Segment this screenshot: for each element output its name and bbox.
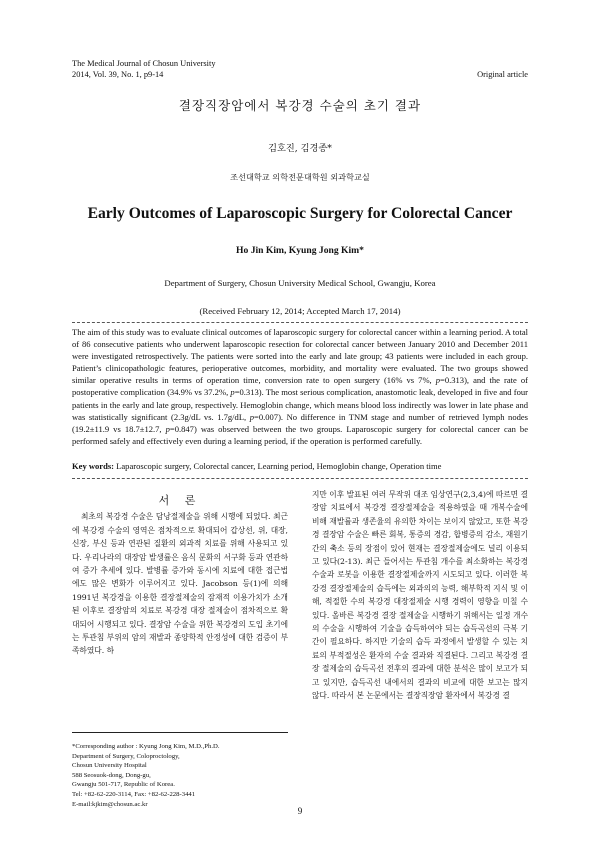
p-value-symbol: p <box>249 411 255 422</box>
abstract-text: =0.313). The most serious complication, anastomotic leak, developed in five and four patients in the early and late group, respectively. Hemoglobin change, which means blood loss indirectly was lower in late phase and was statistically significant (2.3g/dL vs. 1.7g/dL, <box>72 387 528 422</box>
abstract-bottom-divider <box>72 478 528 479</box>
korean-title: 결장직장암에서 복강경 수술의 초기 결과 <box>178 98 422 113</box>
body-paragraph: 지만 이후 발표된 여러 무작위 대조 임상연구(2,3,4)에 따르면 결장암 치료에서 복강경 결장절제술을 적용하였을 때 개복수술에 비해 재발률과 생존율의 유의한 차이는 보이지 않았고, 또한 복강경 결장암 수술은 빠른 회복, 통증의 경감, 합병증의 감소, 재원기간의 축소 등의 장점이 있어 현재는 결장절제술에도 널리 이용되고 있다(2-13). 최근 들어서는 투관침 개수를 최소화하는 복강경 수술과 로봇을 이용한 결장절제술까지 시도되고 있다. 이러한 복강경 결장절제술의 습득에는 외과의의 능력, 해부학적 지식 및 이해, 적절한 수의 복강경 대장절제술 시행 경력이 영향을 미칠 수 있다. 올바른 복강경 결장 절제술을 시행하기 위해서는 일정 개수의 수술을 시행하여 기술을 습득하여야 되는 습득곡선의 극복 기간이 필요하다. 하지만 기술의 습득 과정에서 발생할 수 있는 치료의 부적절성은 환자의 수술 결과와 직결된다. 그리고 복강경 결장 절제술의 습득곡선 전후의 결과에 대한 분석은 많이 보고가 되고 있지만, 습득곡선 내에서의 결과의 비교에 대한 보고는 많지 않다. 따라서 본 논문에서는 결장직장암 환자에서 복강경 결 <box>312 490 528 701</box>
korean-authors: 김호진, 김경종* <box>268 143 332 154</box>
body-paragraph: 최초의 복강경 수술은 담낭절제술을 위해 시행에 되었다. 최근에 복강경 수술의 영역은 점차적으로 확대되어 갑상선, 위, 대장, 신장, 부신 등과 연관된 질환의 외과적 치료를 위해 사용되고 있다. 우리나라의 대장암 발생률은 음식 문화의 서구화 등과 연관하여 증가 추세에 있다. 발병률 증가와 동시에 치료에 대한 접근법에도 많은 변화가 이루어지고 있다. Jacobson 등(1)에 의해 1991년 복강경을 이용한 결장절제술의 잠재적 이용가치가 소개된 이후로 결장암의 치료로 복강경 대장 절제술이 점차적으로 확대되어 시행되고 있다. 결장암 수술을 위한 복강경의 도입 초기에는 투관침 부위의 암의 재발과 종양학적 안정성에 대한 검증이 부족하였다. 하 <box>72 512 288 656</box>
keywords-label: Key words: <box>72 461 115 471</box>
korean-affiliation: 조선대학교 의학전문대학원 외과학교실 <box>230 172 370 182</box>
english-affiliation: Department of Surgery, Chosun University Medical School, Gwangju, Korea <box>164 278 436 288</box>
section-title-introduction: 서 론 <box>158 494 202 507</box>
keywords <box>72 460 528 472</box>
footnote-line: Gwangju 501-717, Republic of Korea. <box>72 781 175 789</box>
abstract-text: =0.007). No difference in TNM stage and number of retrieved lymph nodes (19.2±11.9 vs 18.7±12.7, <box>72 411 528 434</box>
footnote-email: E-mail:kjkim@chosun.ac.kr <box>72 800 148 808</box>
keywords-text: Laparoscopic surgery, Colorectal cancer, Learning period, Hemoglobin change, Operation time <box>114 461 442 471</box>
journal-name: The Medical Journal of Chosun University <box>72 59 216 68</box>
footnote-line: Department of Surgery, Coloproctology, <box>72 752 180 760</box>
left-column <box>72 488 288 658</box>
footnote-line: Tel: +82-62-220-3114, Fax: +82-62-228-3441 <box>72 790 196 798</box>
english-title: Early Outcomes of Laparoscopic Surgery for Colorectal Cancer <box>87 205 513 222</box>
right-column <box>312 488 528 703</box>
journal-header <box>72 58 216 80</box>
page-number: 9 <box>297 806 303 816</box>
abstract-text: =0.313), and the rate of postoperative complication (34.9% vs 37.2%, <box>72 375 528 398</box>
footnote-line: *Corresponding author : Kyung Jong Kim, M.D.,Ph.D. <box>72 743 220 750</box>
abstract-text: =0.847) was observed between the two groups. Laparoscopic surgery for colorectal cancer can be performed safely and effectively even during a learning period, if the operation is performed carefully. <box>72 423 528 446</box>
english-authors: Ho Jin Kim, Kyung Jong Kim* <box>236 245 364 256</box>
footnote-divider <box>72 732 288 733</box>
p-value-symbol: p <box>230 387 235 398</box>
footnote-line: Chosun University Hospital <box>72 762 147 770</box>
corresponding-author-footnote <box>72 742 288 809</box>
p-value-symbol: p <box>165 423 170 434</box>
abstract-top-divider <box>72 322 528 323</box>
footnote-line: 588 Seosuok-dong, Dong-gu, <box>72 771 151 779</box>
abstract-text: The aim of this study was to evaluate clinical outcomes of laparoscopic surgery for colorectal cancer within a learning period. A total of 86 consecutive patients who underwent laparoscopic resection for colorectal cancer between January 2010 and December 2011 were investigated retrospectively. The patients were sorted into the early and late group; 43 patients were included in each group. Patient’s clinicopathologic features, perioperative outcomes, morbidity, and mortality were evaluated. The two groups showed similar operative results in terms of operation time, conversion rate to open surgery (16% vs 7%, <box>72 327 528 386</box>
abstract <box>72 326 528 447</box>
article-type: Original article <box>477 70 528 79</box>
p-value-symbol: p <box>435 375 441 386</box>
journal-issue: 2014, Vol. 39, No. 1, p9-14 <box>72 70 164 79</box>
received-dates: (Received February 12, 2014; Accepted March 17, 2014) <box>199 306 401 316</box>
